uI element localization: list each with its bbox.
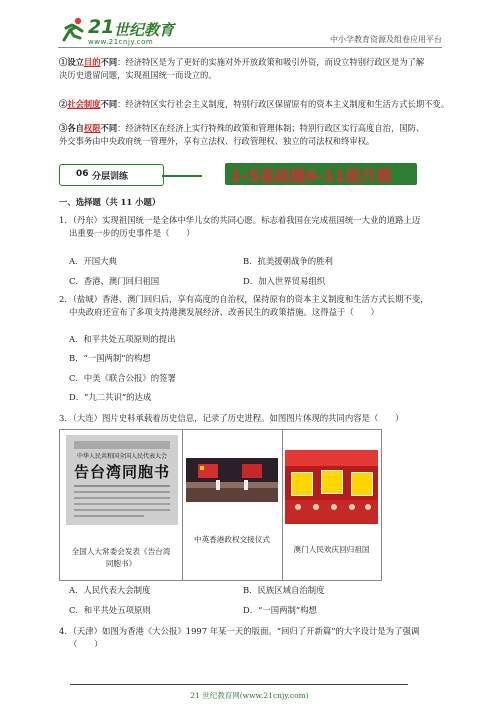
banner-label: 分层训练	[92, 172, 129, 182]
note-2	[59, 98, 459, 111]
newspaper-heading-small: 中华人民共和国全国人民代表大会	[76, 453, 167, 460]
q1-option-b[interactable]: B．抗美援朝战争的胜利	[243, 256, 333, 266]
logo-text: 世纪教育	[114, 21, 175, 39]
question-4	[59, 625, 451, 651]
note-1-key: 目的	[83, 57, 101, 67]
note-1-tail: 不同	[100, 57, 118, 67]
question-3-line1: 3．（大连）图片史料承载着历史信息，记录了历史进程。如图图片体现的共同内容是（ ）	[59, 413, 404, 423]
caption-1	[62, 546, 180, 570]
banner-difficulty-box	[225, 163, 417, 185]
q3-option-c[interactable]: C．和平共处五项原则	[69, 605, 151, 615]
note-2-tail: 不同	[100, 99, 118, 109]
note-3-tail: 不同	[100, 123, 118, 133]
note-3-key: 权限	[83, 123, 101, 133]
caption-2: 中英香港政权交接仪式	[194, 535, 270, 544]
logo-number: 21	[88, 16, 115, 38]
logo-url: www.21cnjy.com	[88, 38, 154, 46]
note-1	[59, 56, 449, 82]
note-3-text-line2: 外交事务由中央政府统一管理外，享有立法权、行政管理权、独立的司法权和终审权。	[59, 136, 375, 146]
macau-celebration-photo	[285, 450, 378, 524]
newspaper-headline: 告台湾同胞书	[73, 463, 170, 481]
header-divider	[58, 47, 442, 48]
section-title: 一、选择题（共 11 小题）	[59, 197, 161, 207]
note-3-number: ③	[59, 123, 68, 133]
newspaper-photo	[66, 435, 178, 525]
note-2-key: 社会制度	[67, 99, 101, 109]
caption-1-line2: 同胞书》	[105, 559, 137, 568]
q2-option-c[interactable]: C．中美《联合公报》的签署	[69, 373, 176, 383]
q1-option-d[interactable]: D．加入世界贸易组织	[243, 276, 326, 286]
banner-connector	[162, 175, 202, 177]
question-2-line2: 中央政府还宣布了多项支持港澳发展经济、改善民生的政策措施。这得益于（ ）	[69, 307, 379, 317]
question-1-line1: 1．（丹东）实现祖国统一是全体中华儿女的共同心愿。标志着我国在完成祖国统一大业的道路上迈	[59, 215, 421, 225]
q2-option-d[interactable]: D．“九二共识”的达成	[69, 392, 152, 402]
question-4-line2: （ ）	[69, 639, 103, 649]
caption-3: 澳门人民欢庆回归祖国	[293, 545, 370, 554]
note-1-text-line1: ：经济特区是为了更好的实施对外开放政策和吸引外资，而设立特别行政区是为了解	[117, 57, 425, 67]
question-1	[59, 214, 449, 240]
note-3-text-line1: ：经济特区在经济上实行特殊的政策和管理体制；特别行政区实行高度自治，国防、	[117, 123, 425, 133]
question-4-line1: 4．（天津）如图为香港《大公报》1997 年某一天的版面。“回归了开新篇”的大字设计是为了强调	[59, 626, 420, 636]
section-banner	[59, 164, 419, 186]
question-2	[59, 293, 451, 319]
question-2-line1: 2．（盐城）香港、澳门回归后，享有高度的自治权，保持原有的资本主义制度和生活方式长期不变，	[59, 294, 429, 304]
photo-cell-3	[282, 430, 381, 580]
q1-option-a[interactable]: A．开国大典	[69, 256, 117, 266]
footer-divider	[70, 684, 408, 685]
caption-1-line1: 全国人大常委会发表《告台湾	[71, 547, 171, 556]
q3-option-a[interactable]: A．人民代表大会制度	[69, 585, 151, 595]
note-1-lead: 设立	[67, 57, 84, 67]
photo-cell-2	[182, 430, 283, 580]
question-3-photo-table	[59, 429, 382, 581]
note-1-number: ①	[59, 57, 68, 67]
q1-option-c[interactable]: C．香港、澳门回归祖国	[69, 276, 160, 286]
note-2-number: ②	[59, 99, 68, 109]
footer-site: 21 世纪教育网(www.21cnjy.com)	[190, 691, 309, 700]
banner-label-box	[59, 164, 164, 186]
note-3-lead: 各自	[67, 123, 84, 133]
note-1-text-line2: 决历史遗留问题，实现祖国统一而设立的。	[59, 70, 217, 80]
q2-option-b[interactable]: B．“一国两制”的构想	[69, 353, 151, 363]
q3-option-b[interactable]: B．民族区域自治制度	[243, 585, 325, 595]
photo-cell-1	[60, 430, 183, 580]
note-2-text-line1: ：经济特区实行社会主义制度，特别行政区保留原有的资本主义制度和生活方式长期不变。	[117, 99, 450, 109]
header-platform-name: 中小学教育资源及组卷应用平台	[330, 35, 442, 44]
banner-difficulty-text: 1-5基础题6-11提升题	[231, 167, 393, 185]
banner-code: 06	[76, 169, 89, 179]
q3-option-d[interactable]: D．“一国两制”构想	[243, 605, 317, 615]
site-logo	[58, 16, 208, 44]
q2-option-a[interactable]: A．和平共处五项原则的提出	[69, 334, 176, 344]
question-1-line2: 出重要一步的历史事件是（ ）	[69, 228, 195, 238]
note-3	[59, 122, 449, 148]
handover-ceremony-photo	[186, 458, 278, 502]
runner-logo-icon	[58, 16, 88, 44]
